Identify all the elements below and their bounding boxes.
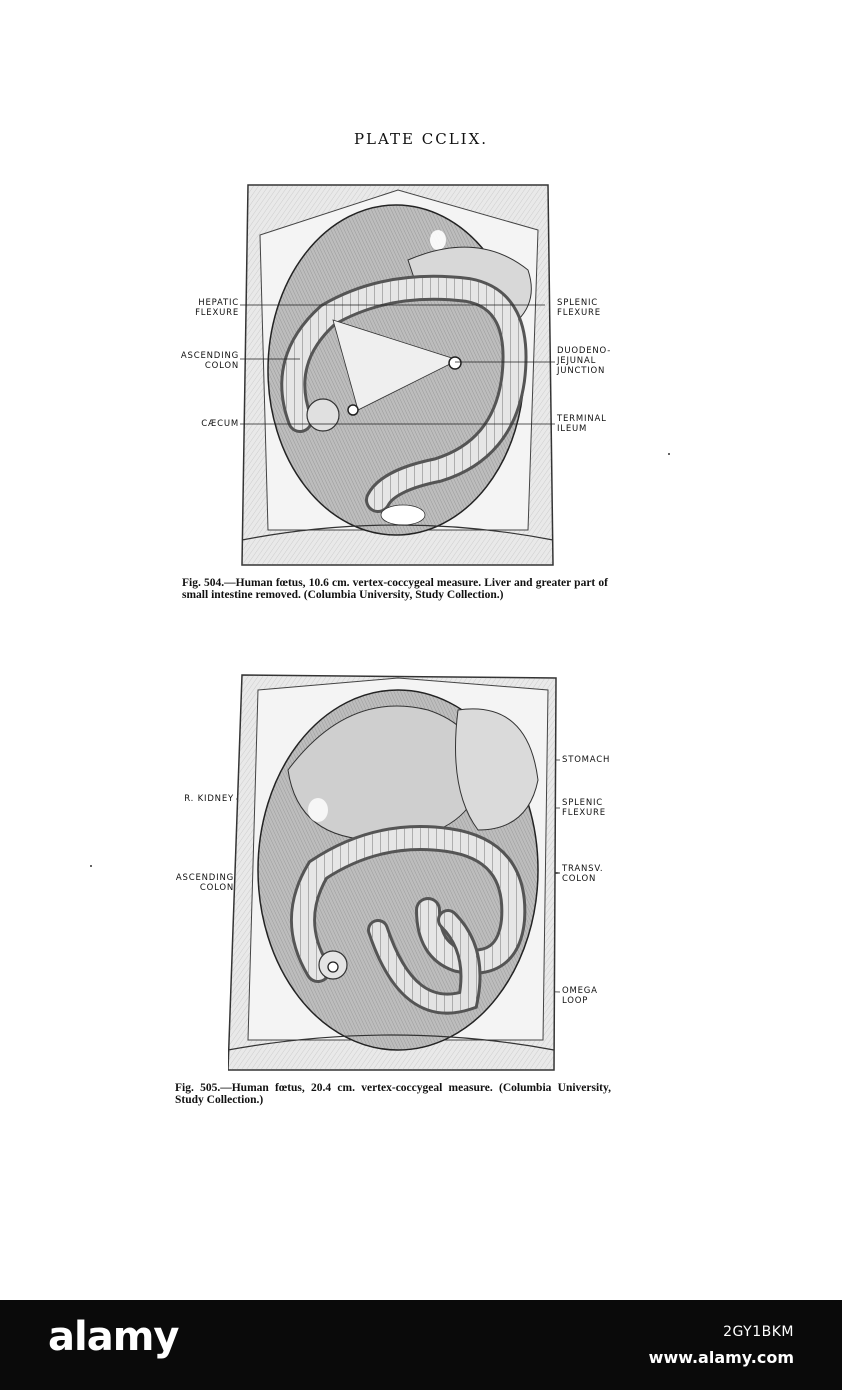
label-splenic-flexure-2: SPLENIC FLEXURE bbox=[562, 798, 606, 818]
figure-504-caption bbox=[182, 578, 608, 601]
speck-mark bbox=[668, 453, 670, 455]
figure-504-number: Fig. 504. bbox=[182, 577, 225, 589]
plate-title: PLATE CCLIX. bbox=[353, 130, 489, 148]
label-hepatic-flexure: HEPATIC FLEXURE bbox=[195, 298, 239, 318]
label-caecum: CÆCUM bbox=[201, 419, 239, 429]
label-terminal-ileum: TERMINAL ILEUM bbox=[557, 414, 607, 434]
label-ascending-colon-2: ASCENDING COLON bbox=[175, 873, 234, 893]
speck-mark bbox=[90, 865, 92, 867]
label-omega-loop: OMEGA LOOP bbox=[562, 986, 598, 1006]
image-id: 2GY1BKM bbox=[723, 1324, 794, 1340]
label-stomach: STOMACH bbox=[562, 755, 611, 765]
label-transv-colon: TRANSV. COLON bbox=[562, 864, 604, 884]
figure-505-illustration bbox=[228, 670, 558, 1078]
alamy-logo: alamy bbox=[48, 1314, 179, 1360]
figure-505-caption bbox=[175, 1083, 611, 1106]
label-r-kidney: R. KIDNEY bbox=[184, 794, 234, 804]
figure-505-text: —Human fœtus, 20.4 cm. vertex-coccygeal measure. (Columbia University, Study Collection.) bbox=[175, 1082, 611, 1106]
figure-504-text: —Human fœtus, 10.6 cm. vertex-coccygeal measure. Liver and greater part of small intestine removed. (Columbia University, Study Collection.) bbox=[182, 577, 608, 601]
figure-505-number: Fig. 505. bbox=[175, 1082, 221, 1094]
label-duodeno-jejunal-junction: DUODENO- JEJUNAL JUNCTION bbox=[557, 346, 612, 376]
label-ascending-colon: ASCENDING COLON bbox=[180, 351, 239, 371]
label-splenic-flexure: SPLENIC FLEXURE bbox=[557, 298, 601, 318]
watermark-url: www.alamy.com bbox=[648, 1348, 794, 1367]
